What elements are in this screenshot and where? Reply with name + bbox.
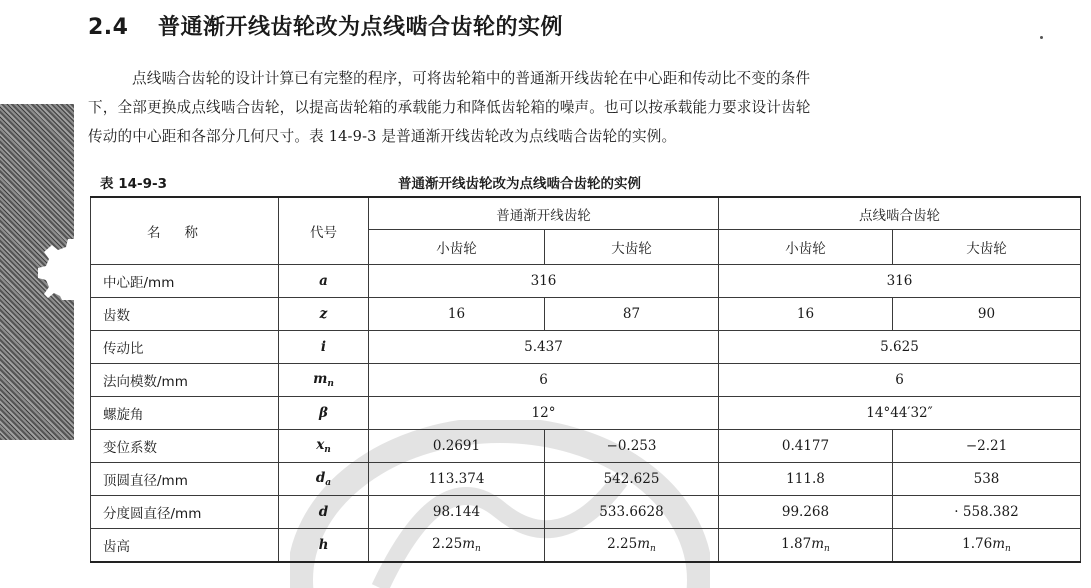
cell-number: 1.87 [781,536,812,552]
header-small-gear: 小齿轮 [369,230,545,265]
row-symbol: d [279,496,369,529]
row-symbol [279,364,369,397]
cell-value: 316 [369,265,719,298]
table-row [91,331,1081,364]
row-symbol [279,463,369,496]
cell-value: 90 [893,298,1081,331]
cell-value: 16 [719,298,893,331]
cell-value: 12° [369,397,719,430]
symbol-main: m [313,371,328,387]
symbol-subscript: a [325,478,332,488]
row-name: 齿数 [91,298,279,331]
cell-value: 16 [369,298,545,331]
table-row [91,397,1081,430]
table-header-row [91,197,1081,230]
row-name: 中心距/mm [91,265,279,298]
table-row [91,529,1081,563]
cell-value: 14°44′32″ [719,397,1081,430]
cell-number: 1.76 [962,536,993,552]
symbol-subscript: n [324,445,331,455]
section-heading [88,10,563,41]
header-small-gear: 小齿轮 [719,230,893,265]
section-title: 普通渐开线齿轮改为点线啮合齿轮的实例 [158,15,564,40]
row-symbol: i [279,331,369,364]
row-name: 螺旋角 [91,397,279,430]
table-title: 普通渐开线齿轮改为点线啮合齿轮的实例 [398,176,641,192]
row-name: 法向模数/mm [91,364,279,397]
cell-value [545,529,719,563]
speck-mark [1040,36,1043,39]
header-standard-gear: 普通渐开线齿轮 [369,197,719,230]
cell-value: 542.625 [545,463,719,496]
table-row [91,430,1081,463]
cell-value: 87 [545,298,719,331]
symbol-subscript: n [327,379,334,389]
cell-number: 2.25 [607,536,638,552]
row-symbol: β [279,397,369,430]
cell-value: −0.253 [545,430,719,463]
intro-paragraph [88,64,1070,151]
paragraph-line: 下，全部更换成点线啮合齿轮，以提高齿轮箱的承载能力和降低齿轮箱的噪声。也可以按承载能力要求设计齿轮 [88,99,811,116]
module-subscript: n [1005,544,1011,554]
row-name: 变位系数 [91,430,279,463]
row-symbol: h [279,529,369,563]
row-symbol: z [279,298,369,331]
row-symbol: a [279,265,369,298]
cell-value: 6 [369,364,719,397]
cell-number: 2.25 [432,536,463,552]
header-point-line-gear: 点线啮合齿轮 [719,197,1081,230]
cell-value [369,529,545,563]
module-symbol: m [462,536,476,552]
symbol-main: d [315,470,326,486]
cell-value: 0.4177 [719,430,893,463]
table-caption [100,172,1080,190]
gear-icon [24,230,78,300]
cell-value [719,529,893,563]
cell-value: 99.268 [719,496,893,529]
header-large-gear: 大齿轮 [893,230,1081,265]
header-symbol: 代号 [279,197,369,265]
section-number: 2.4 [88,15,129,40]
module-symbol: m [992,536,1006,552]
table-row [91,496,1081,529]
cell-value: 533.6628 [545,496,719,529]
cell-value: 538 [893,463,1081,496]
cell-value: 316 [719,265,1081,298]
module-symbol: m [637,536,651,552]
row-name: 顶圆直径/mm [91,463,279,496]
cell-value [893,529,1081,563]
paragraph-line: 传动的中心距和各部分几何尺寸。表 14-9-3 是普通渐开线齿轮改为点线啮合齿轮的实例。 [88,128,677,145]
row-name: 传动比 [91,331,279,364]
cell-value: −2.21 [893,430,1081,463]
cell-value: 111.8 [719,463,893,496]
cell-value: 6 [719,364,1081,397]
module-symbol: m [811,536,825,552]
gear-comparison-table [90,196,1081,563]
cell-value: 113.374 [369,463,545,496]
row-symbol [279,430,369,463]
row-name: 分度圆直径/mm [91,496,279,529]
table-number: 表 14-9-3 [100,176,167,192]
header-name: 名称 [91,197,279,265]
paragraph-line: 点线啮合齿轮的设计计算已有完整的程序，可将齿轮箱中的普通渐开线齿轮在中心距和传动比不变的条件 [132,70,811,87]
module-subscript: n [475,544,481,554]
symbol-main: x [316,437,325,453]
table-row [91,463,1081,496]
table-row [91,265,1081,298]
cell-value: 98.144 [369,496,545,529]
table-row [91,298,1081,331]
cell-value: 5.437 [369,331,719,364]
module-subscript: n [824,544,830,554]
cell-value: 0.2691 [369,430,545,463]
header-large-gear: 大齿轮 [545,230,719,265]
row-name: 齿高 [91,529,279,563]
module-subscript: n [650,544,656,554]
cell-value: · 558.382 [893,496,1081,529]
cell-value: 5.625 [719,331,1081,364]
table-row [91,364,1081,397]
